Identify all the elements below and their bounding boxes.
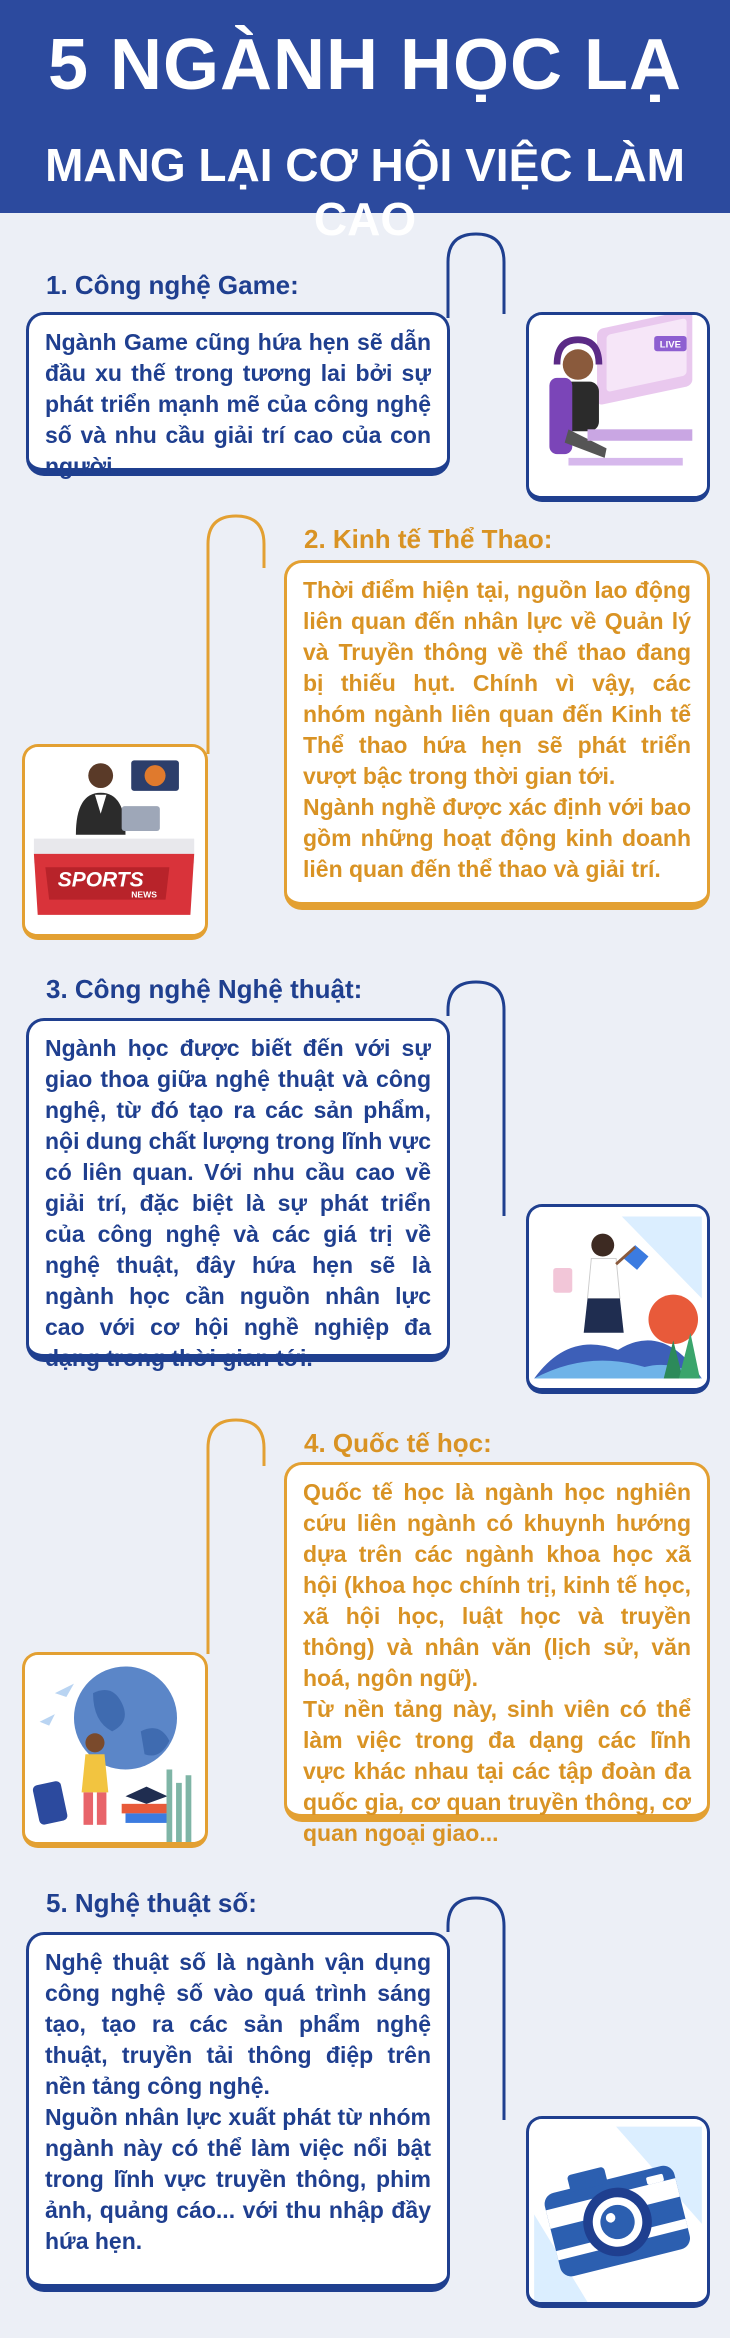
section-2-connector [200,510,290,754]
section-4-title: 4. Quốc tế học: [304,1428,492,1458]
section-5-textbox [26,1932,450,2292]
page-subtitle: MANG LẠI CƠ HỘI VIỆC LÀM CAO [45,139,685,245]
gamer-icon [529,315,707,496]
svg-text:SPORTS: SPORTS [57,868,144,892]
section-1-illustration [526,312,710,502]
section-5-illustration [526,2116,710,2308]
header-banner [0,0,730,245]
section-3-illustration [526,1204,710,1394]
section-3-connector [440,976,520,1216]
section-1-connector [440,228,520,318]
section-5-paragraph-1: Nghệ thuật số là ngành vận dụng công nghệ số vào quá trình sáng tạo, tạo ra các sản phẩm nghệ thuật, truyền tải thông điệp trên nền tảng công nghệ. [45,1949,431,2099]
page-title: 5 NGÀNH HỌC LẠ [47,25,682,105]
section-3-title: 3. Công nghệ Nghệ thuật: [46,974,363,1004]
section-2-paragraph-2: Ngành nghề được xác định với bao gồm những hoạt động kinh doanh liên quan đến thể thao và giải trí. [303,794,692,882]
svg-text:NEWS: NEWS [131,889,157,900]
section-2-title: 2. Kinh tế Thể Thao: [304,524,553,554]
section-5-paragraph-2: Nguồn nhân lực xuất phát từ nhóm ngành này có thể làm việc nổi bật trong lĩnh vực truyền thông, phim ảnh, quảng cáo... với thu nhập đầy hứa hẹn. [45,2104,431,2254]
artist-icon [529,1207,707,1388]
section-1-title: 1. Công nghệ Game: [46,270,299,300]
section-5-title: 5. Nghệ thuật số: [46,1888,257,1918]
section-3-paragraph: Ngành học được biết đến với sự giao thoa giữa nghệ thuật và công nghệ, từ đó tạo ra các sản phẩm, nội dung chất lượng trong lĩnh vực có liên quan. Với nhu cầu cao về giải trí, đặc biệt là sự phát triển của công nghệ và các giá trị về nghệ thuật, đây hứa hẹn sẽ là ngành học cần nguồn nhân lực cao với cơ hội nghề nghiệp đa dạng trong thời gian tới. [45,1035,431,1371]
section-1-paragraph: Ngành Game cũng hứa hẹn sẽ dẫn đầu xu thế trong tương lai bởi sự phát triển mạnh mẽ của công nghệ số và nhu cầu giải trí cao của con người. [45,329,431,479]
section-5-connector [440,1892,520,2120]
section-4-illustration [22,1652,208,1848]
globe-traveler-icon [25,1655,205,1842]
sports-news-icon [25,747,205,934]
camera-icon [529,2119,707,2302]
section-1-textbox [26,312,450,479]
section-2-paragraph-1: Thời điểm hiện tại, nguồn lao động liên quan đến nhân lực về Quản lý và Truyền thông về thể thao đang bị thiếu hụt. Chính vì vậy, các nhóm ngành liên quan đến Kinh tế Thể thao hứa hẹn sẽ phát triển vượt bậc trong thời gian tới. [303,577,691,789]
section-3-textbox [26,1018,450,1371]
section-4-paragraph-2: Từ nền tảng này, sinh viên có thể làm việc trong đa dạng các lĩnh vực khác nhau tại các tập đoàn đa quốc gia, cơ quan truyền thông, cơ quan ngoại giao... [303,1696,691,1846]
section-4-connector [200,1414,290,1654]
svg-text:LIVE: LIVE [659,339,681,351]
section-2-textbox [284,560,710,910]
section-4-paragraph-1: Quốc tế học là ngành học nghiên cứu liên ngành có khuynh hướng dựa trên các ngành khoa học xã hội (khoa học chính trị, kinh tế học, xã hội học, luật học và truyền thông) và nhân văn (lịch sử, văn hoá, ngôn ngữ). [303,1479,691,1691]
section-4-textbox [284,1462,710,1846]
section-2-illustration [22,744,208,940]
